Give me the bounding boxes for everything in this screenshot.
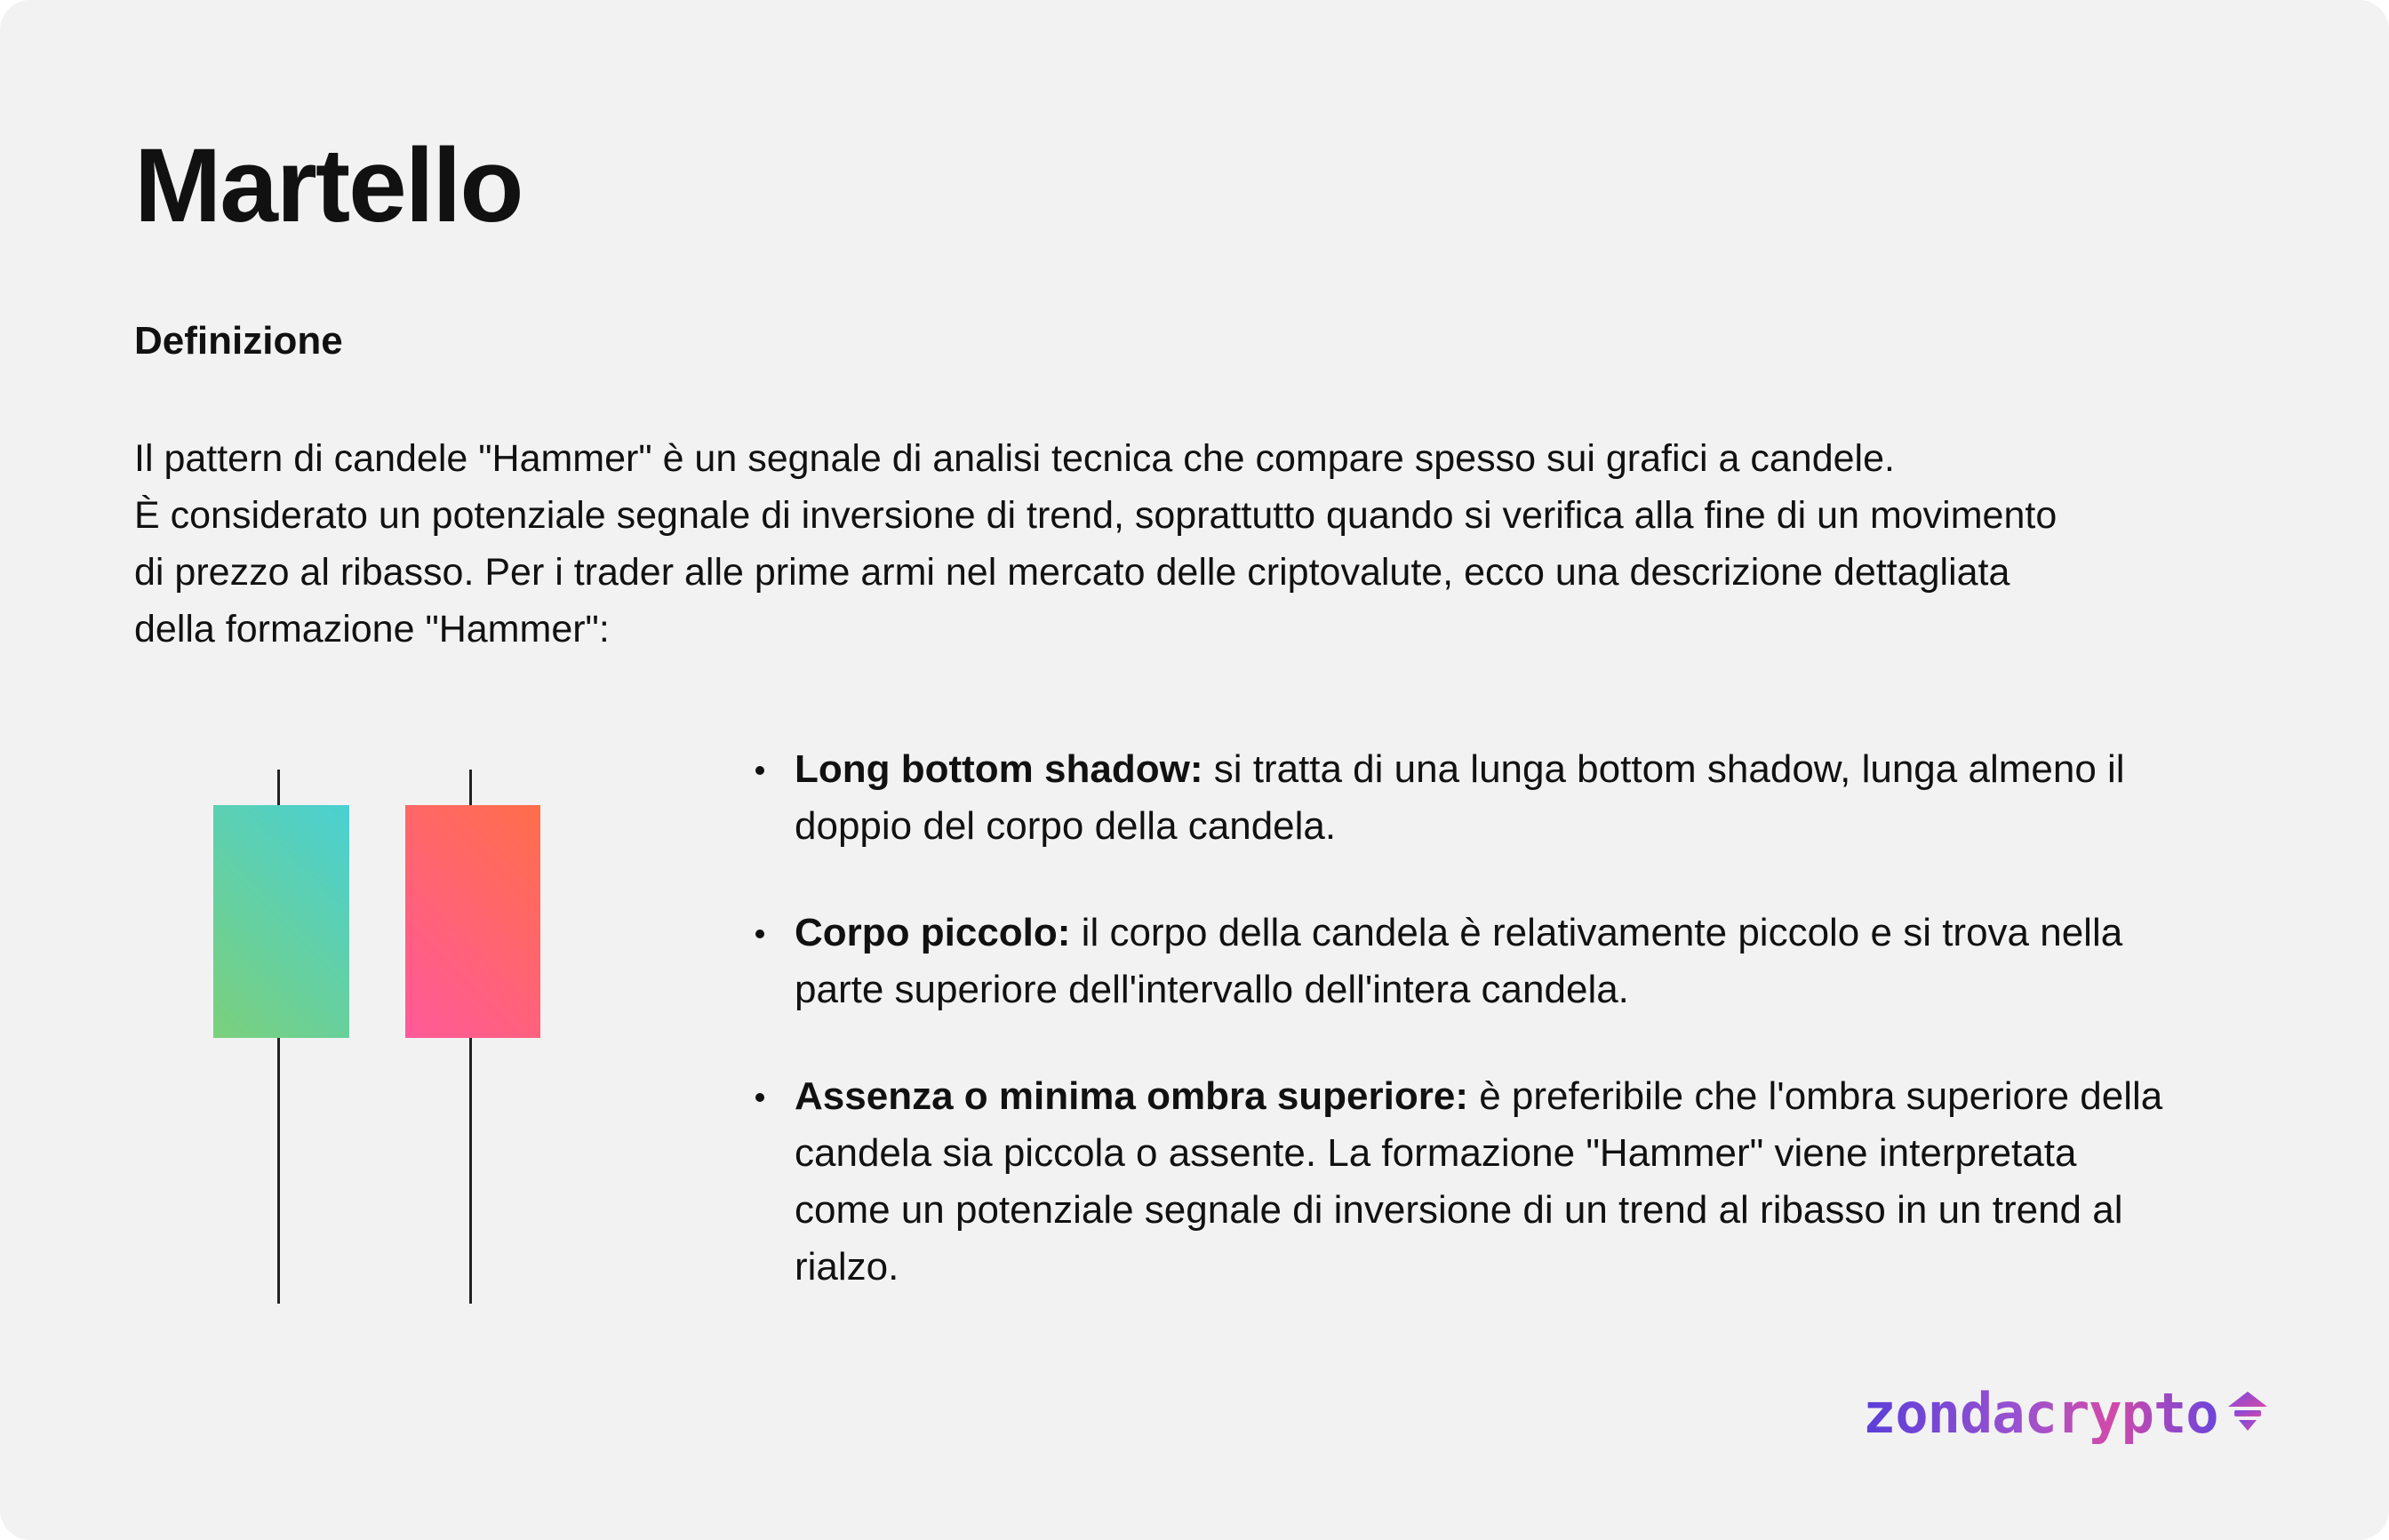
bullet-line xyxy=(795,905,2256,962)
bullet-line: rialzo. xyxy=(795,1245,899,1289)
bullet-line: candela sia piccola o assente. La formazione "Hammer" viene interpretata xyxy=(795,1131,2077,1175)
bullet-term: Corpo piccolo: xyxy=(795,911,1071,954)
bullet-line xyxy=(795,741,2256,798)
bullet-text: è preferibile che l'ombra superiore della xyxy=(1468,1074,2163,1118)
bullet-list xyxy=(745,741,2256,1345)
bullet-line: come un potenziale segnale di inversione di un trend al ribasso in un trend al xyxy=(795,1188,2123,1232)
bullet-line: parte superiore dell'intervallo dell'intera candela. xyxy=(795,968,1629,1011)
intro-line: Il pattern di candele "Hammer" è un segnale di analisi tecnica che compare spesso sui grafici a candele. xyxy=(134,437,1895,480)
bullet-line: doppio del corpo della candela. xyxy=(795,804,1337,848)
zondacrypto-logo xyxy=(1863,1377,2270,1448)
bullet-dot xyxy=(755,766,764,775)
logo-wordmark: zondacrypto xyxy=(1863,1380,2218,1446)
bullet-text: il corpo della candela è relativamente piccolo e si trova nella xyxy=(1070,911,2123,954)
bullet-term: Long bottom shadow: xyxy=(795,747,1203,791)
intro-line: di prezzo al ribasso. Per i trader alle prime armi nel mercato delle criptovalute, ecco una descrizione dettagliata xyxy=(134,551,2010,594)
candle-body-green xyxy=(213,805,349,1038)
section-subtitle: Definizione xyxy=(134,319,343,363)
page-title: Martello xyxy=(134,127,523,244)
candle-body-red xyxy=(405,805,540,1038)
list-item xyxy=(745,741,2256,855)
intro-paragraph xyxy=(134,430,2285,658)
bullet-dot xyxy=(755,1093,764,1102)
zondacrypto-mark-icon xyxy=(2225,1389,2270,1438)
intro-line: È considerato un potenziale segnale di inversione di trend, soprattutto quando si verifica alla fine di un movimento xyxy=(134,494,2057,537)
bullet-text: si tratta di una lunga bottom shadow, lunga almeno il xyxy=(1202,747,2125,791)
intro-line: della formazione "Hammer": xyxy=(134,608,610,650)
list-item xyxy=(745,1068,2256,1296)
list-item xyxy=(745,905,2256,1018)
bullet-dot xyxy=(755,930,764,938)
bullet-term: Assenza o minima ombra superiore: xyxy=(795,1074,1468,1118)
bullet-line xyxy=(795,1068,2256,1125)
